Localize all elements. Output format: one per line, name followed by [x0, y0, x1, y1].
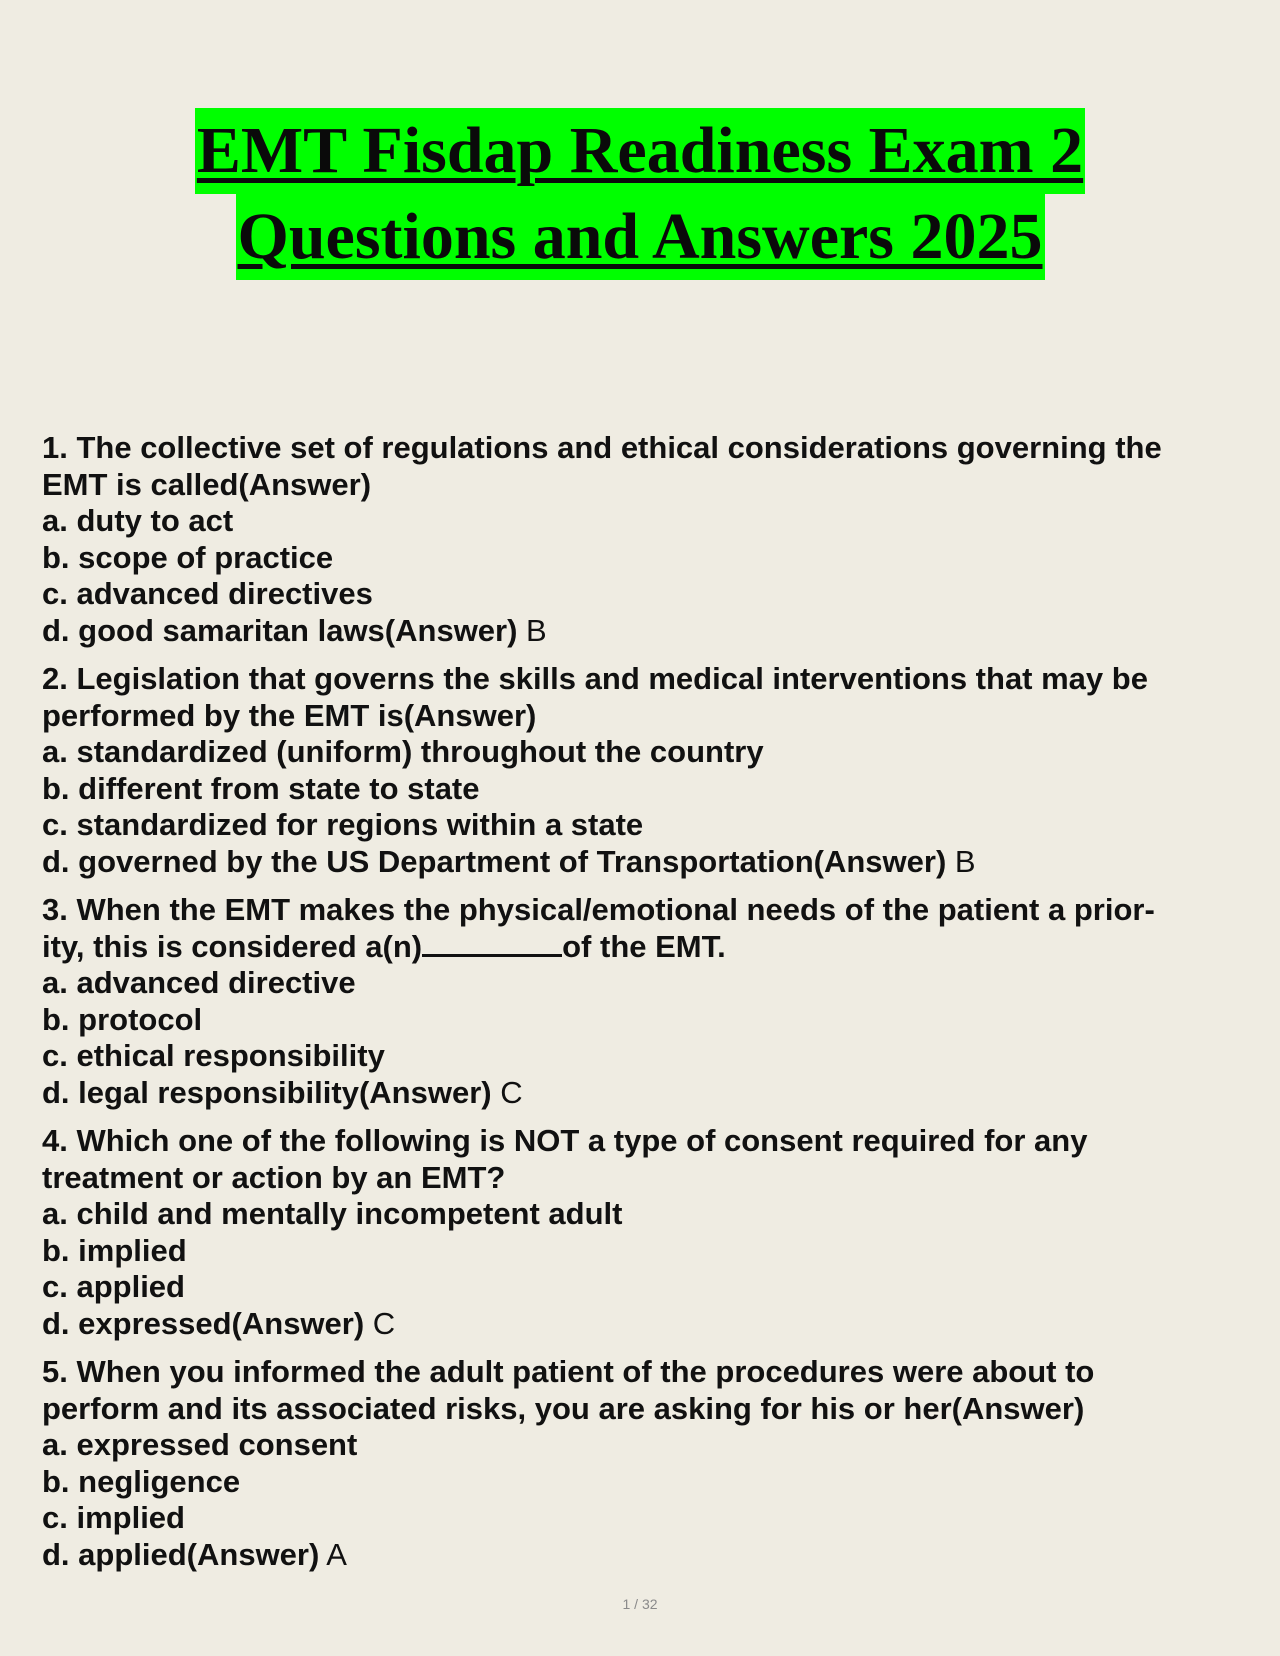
option-c: c. standardized for regions within a state — [42, 807, 644, 842]
option-a: a. advanced directive — [42, 965, 356, 1000]
option-a: a. standardized (uniform) throughout the country — [42, 734, 764, 769]
question-stem-line: 4. Which one of the following is NOT a type of consent required for any — [42, 1123, 1088, 1158]
question-stem-line: treatment or action by an EMT? — [42, 1159, 506, 1195]
option-a: a. expressed consent — [42, 1427, 358, 1462]
question-stem-line-with-blank — [42, 929, 1252, 966]
option-d-with-answer — [42, 1306, 1252, 1343]
question-5 — [42, 1354, 1252, 1573]
option-d-with-answer — [42, 1075, 1252, 1112]
answer-letter: A — [319, 1536, 347, 1572]
question-stem-line: perform and its associated risks, you are asking for his or her(Answer) — [42, 1390, 1085, 1426]
option-d: d. legal responsibility(Answer) — [42, 1074, 492, 1110]
question-list — [42, 430, 1252, 1585]
option-d-with-answer — [42, 613, 1252, 650]
question-stem-line: 2. Legislation that governs the skills and medical interventions that may be — [42, 661, 1148, 696]
option-b: b. scope of practice — [42, 539, 334, 575]
question-stem-line: 3. When the EMT makes the physical/emotional needs of the patient a prior- — [42, 892, 1155, 927]
option-d-with-answer — [42, 1537, 1252, 1574]
option-b: b. negligence — [42, 1463, 241, 1499]
option-b: b. implied — [42, 1232, 187, 1268]
option-d: d. governed by the US Department of Transportation(Answer) — [42, 843, 947, 879]
option-a: a. duty to act — [42, 503, 234, 538]
answer-letter: C — [364, 1305, 396, 1341]
option-c: c. advanced directives — [42, 576, 373, 611]
question-stem-line: EMT is called(Answer) — [42, 466, 372, 502]
option-d-with-answer — [42, 844, 1252, 881]
option-a: a. child and mentally incompetent adult — [42, 1196, 623, 1231]
document-title — [0, 108, 1280, 280]
question-stem-line: performed by the EMT is(Answer) — [42, 697, 537, 733]
option-d: d. applied(Answer) — [42, 1536, 320, 1572]
option-d: d. good samaritan laws(Answer) — [42, 612, 518, 648]
stem-text-before-blank: ity, this is considered a(n) — [42, 928, 423, 964]
answer-letter: B — [946, 843, 976, 879]
option-d: d. expressed(Answer) — [42, 1305, 365, 1341]
question-stem-line: 5. When you informed the adult patient of the procedures were about to — [42, 1354, 1095, 1389]
option-b: b. different from state to state — [42, 770, 480, 806]
option-b: b. protocol — [42, 1001, 203, 1037]
title-line-1: EMT Fisdap Readiness Exam 2 — [195, 108, 1085, 194]
question-2 — [42, 661, 1252, 880]
answer-letter: B — [517, 612, 547, 648]
answer-letter: C — [491, 1074, 523, 1110]
question-stem-line: 1. The collective set of regulations and ethical considerations governing the — [42, 430, 1162, 465]
page-indicator: 1 / 32 — [622, 1596, 658, 1612]
option-c: c. implied — [42, 1500, 185, 1535]
title-line-2: Questions and Answers 2025 — [236, 194, 1045, 280]
question-1 — [42, 430, 1252, 649]
question-3 — [42, 892, 1252, 1111]
fill-in-blank — [422, 953, 562, 957]
question-4 — [42, 1123, 1252, 1342]
option-c: c. ethical responsibility — [42, 1038, 385, 1073]
option-c: c. applied — [42, 1269, 185, 1304]
stem-text-after-blank: of the EMT. — [562, 928, 726, 964]
